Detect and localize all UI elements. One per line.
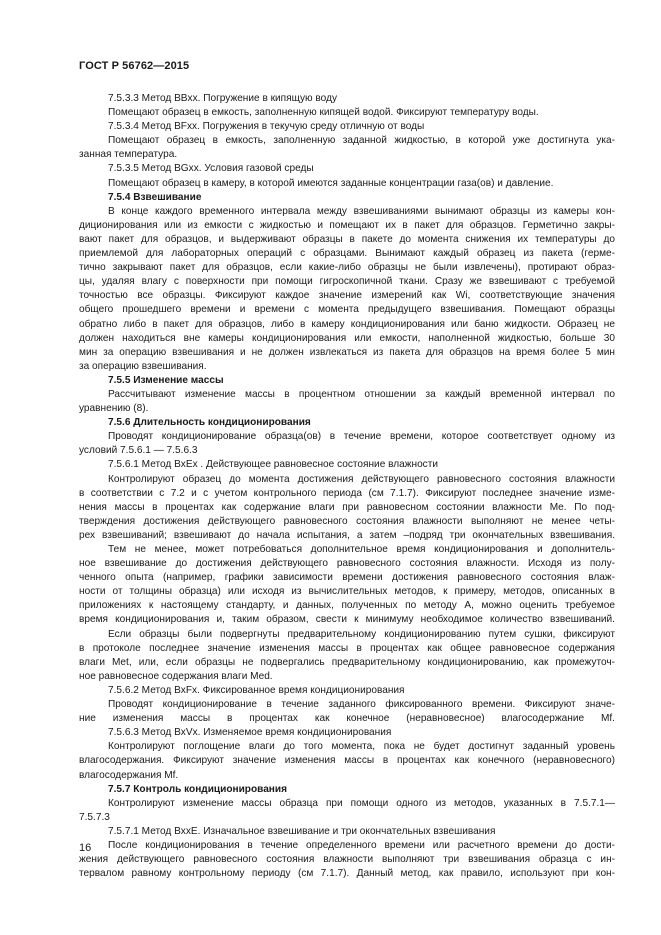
text-line: Рассчитывают изменение массы в процентном отношении за каждый временной интервал по [108,388,615,400]
text-line: Помещают образец в емкость, заполненную кипящей водой. Фиксируют температуру воды. [108,107,539,119]
text-line: Контролируют изменение массы образца при помощи одного из методов, указанных в 7.5.7.1— [108,797,615,809]
text-line: в протоколе последнее значение изменения массы в процентах как общее равновесное содержания [79,642,615,654]
text-line: ченного опыта (например, графики зависимости времени достижения равновесного состояния влаж- [79,572,615,584]
text-line: В конце каждого временного интервала между взвешиваниями вынимают образцы из камеры кон- [108,205,615,217]
section-heading: 7.5.5 Изменение массы [108,374,224,386]
text-line: тверждения достижения действующего равновесного состояния влажности выполняют не менее четы- [79,515,615,527]
text-line: точностью все образцы. Фиксируют каждое значение измерений как Wi, соответствующие значения [79,290,615,302]
text-line: в соответствии с 7.2 и с учетом контрольного периода (см 7.1.7). Фиксируют последнее значение изме- [79,487,615,499]
text-line: 7.5.3.4 Метод BFxx. Погружения в текучую среду отличную от воды [108,121,425,133]
text-line: приемлемой для лабораторных операций с образцами. Вынимают каждый образец из пакета (герме- [79,248,615,260]
text-line: нения массы в процентах как содержание влаги при равновесном состоянии влажности Me. По под- [79,501,615,513]
text-line: обратно либо в пакет для образцов, либо в камеру кондиционирования или баню жидкости. Образец не [79,318,615,330]
text-line: Если образцы были подвергнуты предварительному кондиционированию путем сушки, фиксируют [108,628,615,640]
text-line: влагосодержания. Фиксируют значение изменения массы в процентах как конечного (неравновесного) [79,755,615,767]
text-line: влагосодержания Mf. [79,769,179,781]
text-line: 7.5.3.3 Метод BBxx. Погружение в кипящую воду [108,93,338,104]
text-line: диционирования или из емкости с жидкостью и помещают их в пакет для образцов. Герметично закры- [79,219,615,231]
text-line: Помещают образец в емкость, заполненную заданной жидкостью, в которой уже достигнута ука- [108,135,615,147]
text-line: ности от толщины образца) или исходя из вычислительных методов, к примеру, методов, описанных в [79,586,615,598]
standard-header: ГОСТ Р 56762—2015 [79,60,190,72]
text-line: Проводят кондиционирование образца(ов) в течение времени, которое соответствует одному из [108,431,615,443]
text-line: 7.5.7.1 Метод BxxE. Изначальное взвешивание и три окончательных взвешивания [108,825,496,837]
text-line: После кондиционирования в течение определенного времени или расчетного времени до дости- [108,839,615,851]
section-heading: 7.5.4 Взвешивание [108,191,202,203]
text-line: мин за операцию взвешивания и не должен извлекаться из пакета для образцов на время более 5 мин [79,346,615,358]
text-line: 7.5.3.5 Метод BGxx. Условия газовой среды [108,163,314,175]
section-heading: 7.5.6 Длительность кондиционирования [108,417,311,429]
text-line: Контролируют образец до момента достижения действующего равновесного состояния влажности [108,473,615,485]
text-line: жения действующего равновесного состояния влажности выполняют три взвешивания образца с ин- [79,854,615,866]
text-line: общего прошедшего времени и времени с момента предыдущего взвешивания. Помещают образцы [79,304,615,316]
text-line: условий 7.5.6.1 — 7.5.6.3 [79,445,198,457]
text-line: влаги Met, или, если образцы не подвергались предварительному кондиционированию, как промежуточ- [79,656,615,668]
text-line: рех взвешиваний; взвешивают до начала испытания, а затем –подряд три окончательных взвешивания. [79,529,615,541]
section-heading: 7.5.7 Контроль кондиционирования [108,783,288,795]
text-line: время кондиционирования и, таким образом, свести к минимуму необходимое количество взвешиваний. [79,614,615,626]
text-line: ное равновесное содержания влаги Med. [79,670,273,682]
text-line: должен находиться вне камеры кондиционирования или емкости, наполненной жидкостью, больше 30 [79,332,615,344]
text-line: Тем не менее, может потребоваться дополнительное время кондиционирования и дополнитель- [108,544,615,555]
text-line: ние изменения массы в процентах как конечное (неравновесное) влагосодержание Mf. [79,713,615,725]
text-line: Контролируют поглощение влаги до того момента, пока не будет достигнут заданный уровень [108,741,615,753]
text-line: тично закрывают пакет для образцов, если какие-либо образцы не были извлечены), протирают образ- [79,262,615,274]
page-number: 16 [79,842,92,854]
text-line: 7.5.6.3 Метод BxVx. Изменяемое время кондиционирования [108,727,392,739]
body-text [79,92,615,881]
text-line: тервалом равному контрольному периоду (см 7.1.7). Данный метод, как правило, используют при кон- [79,868,615,880]
text-line: 7.5.6.2 Метод BxFx. Фиксированное время кондиционирования [108,684,405,696]
text-line: занная температура. [79,149,178,161]
text-line: Проводят кондиционирование в течение заданного фиксированного времени. Фиксируют значе- [108,699,615,711]
text-line: приложениях к настоящему стандарту, и данных, полученных по методу A, можно оценить требуемое [79,600,615,612]
text-line: уравнению (8). [79,403,149,415]
text-line: цы, удаляя влагу с поверхности при помощи гигроскопичной ткани. Сразу же взвешивают с требуемой [79,276,615,288]
text-line: за операцию взвешивания. [79,360,207,372]
text-line: Помещают образец в камеру, в которой имеются заданные концентрации газа(ов) и давление. [108,177,554,189]
text-line: вают пакет для образцов, и выдерживают образцы в пакете до момента снижения их температуры до [79,233,615,245]
text-line: ное взвешивание до достижения действующего равновесного состояния влажности. Исходя из полу- [79,558,615,570]
text-line: 7.5.7.3 [79,811,110,823]
text-line: 7.5.6.1 Метод BxEx . Действующее равновесное состояние влажности [108,459,438,471]
